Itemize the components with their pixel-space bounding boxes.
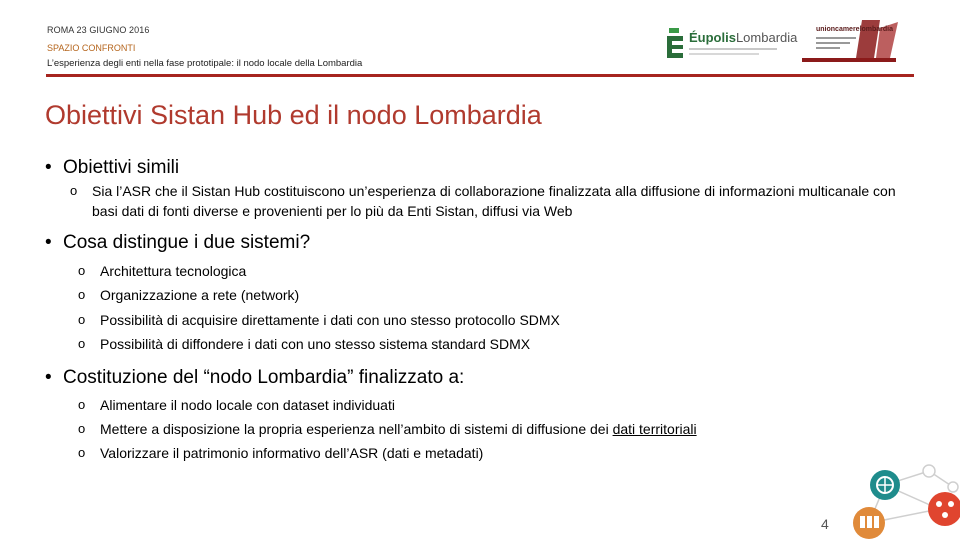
unioncamere-logo-text: unioncamerelombardia bbox=[816, 26, 894, 33]
bullet-icon: • bbox=[45, 367, 52, 388]
page-number: 4 bbox=[821, 516, 829, 532]
unioncamere-tagline-line bbox=[816, 47, 840, 49]
network-decoration-icon bbox=[845, 455, 960, 540]
eupolis-tagline-line bbox=[689, 48, 777, 50]
circle-bullet-icon: o bbox=[78, 421, 86, 436]
circle-bullet-icon: o bbox=[78, 397, 86, 412]
bullet-icon: • bbox=[45, 232, 52, 253]
eupolis-tagline-line bbox=[689, 53, 759, 55]
header-date: ROMA 23 GIUGNO 2016 bbox=[47, 25, 150, 35]
header-rule bbox=[46, 74, 914, 77]
unioncamere-tagline-line bbox=[816, 37, 856, 39]
eupolis-logo bbox=[665, 26, 798, 62]
circle-bullet-icon: o bbox=[70, 183, 78, 198]
unioncamere-tagline-line bbox=[816, 42, 850, 44]
unioncamere-logo bbox=[800, 18, 902, 66]
circle-bullet-icon: o bbox=[78, 445, 86, 460]
header-subtitle: L’esperienza degli enti nella fase prototipale: il nodo locale della Lombardia bbox=[47, 58, 363, 69]
circle-bullet-icon: o bbox=[78, 312, 86, 327]
slide-title: Obiettivi Sistan Hub ed il nodo Lombardia bbox=[45, 100, 542, 130]
bullet-icon: • bbox=[45, 157, 52, 178]
eupolis-mark-icon bbox=[667, 28, 685, 58]
circle-bullet-icon: o bbox=[78, 263, 86, 278]
circle-bullet-icon: o bbox=[78, 336, 86, 351]
header-section-label: SPAZIO CONFRONTI bbox=[47, 43, 136, 53]
circle-bullet-icon: o bbox=[78, 287, 86, 302]
eupolis-logo-text: ÉupolisLombardia bbox=[689, 30, 798, 45]
underlined-phrase: dati territoriali bbox=[612, 421, 697, 437]
